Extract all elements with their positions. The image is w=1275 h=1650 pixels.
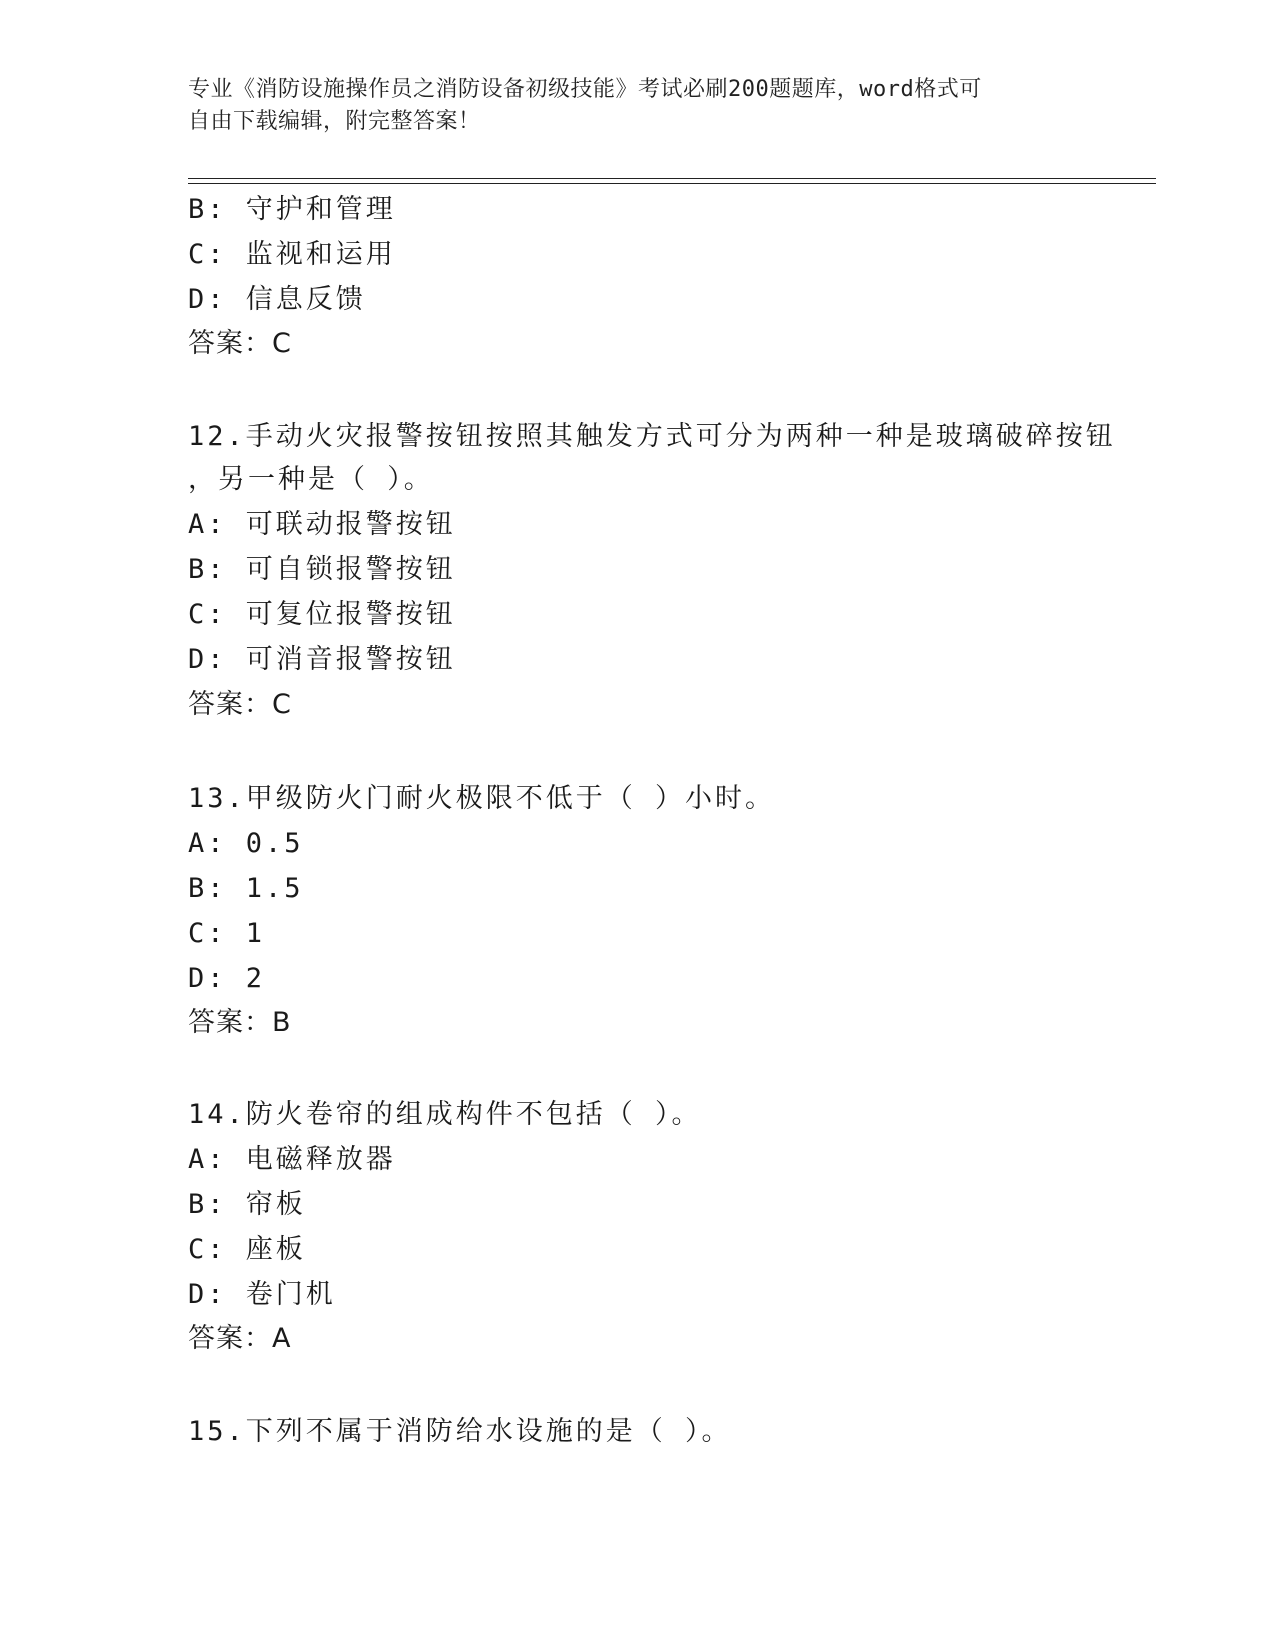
q12-option-d: D: 可消音报警按钮 xyxy=(188,644,456,675)
document-header xyxy=(188,74,1088,138)
header-line-1: 专业《消防设施操作员之消防设备初级技能》考试必刷200题题库，word格式可 xyxy=(188,77,982,102)
q14-question: 14.防火卷帘的组成构件不包括（ ）。 xyxy=(188,1099,702,1130)
q14-option-b: B: 帘板 xyxy=(188,1189,306,1220)
header-divider-bottom xyxy=(188,183,1156,184)
q12-option-c: C: 可复位报警按钮 xyxy=(188,599,456,630)
q11-option-d: D: 信息反馈 xyxy=(188,284,366,315)
q12-option-a: A: 可联动报警按钮 xyxy=(188,509,456,540)
q14-option-a: A: 电磁释放器 xyxy=(188,1144,396,1175)
q13-answer: 答案：B xyxy=(188,1007,292,1038)
header-divider-top xyxy=(188,178,1156,179)
q13-option-a: A: 0.5 xyxy=(188,828,304,859)
q13-option-d: D: 2 xyxy=(188,963,266,994)
q15-question: 15.下列不属于消防给水设施的是（ ）。 xyxy=(188,1416,732,1447)
q11-option-b: B: 守护和管理 xyxy=(188,194,396,225)
q12-option-b: B: 可自锁报警按钮 xyxy=(188,554,456,585)
q13-question: 13.甲级防火门耐火极限不低于（ ）小时。 xyxy=(188,783,776,814)
q11-answer: 答案：C xyxy=(188,328,292,359)
q12-question-line-1: 12.手动火灾报警按钮按照其触发方式可分为两种一种是玻璃破碎按钮 xyxy=(188,421,1116,452)
q14-option-c: C: 座板 xyxy=(188,1234,306,1265)
q13-option-b: B: 1.5 xyxy=(188,873,304,904)
q11-option-c: C: 监视和运用 xyxy=(188,239,396,270)
q12-answer: 答案：C xyxy=(188,689,292,720)
q12-question-line-2: ，另一种是（ ）。 xyxy=(188,464,434,495)
header-line-2: 自由下载编辑，附完整答案！ xyxy=(188,109,481,134)
q14-option-d: D: 卷门机 xyxy=(188,1279,336,1310)
q14-answer: 答案：A xyxy=(188,1323,292,1354)
q13-option-c: C: 1 xyxy=(188,918,266,949)
